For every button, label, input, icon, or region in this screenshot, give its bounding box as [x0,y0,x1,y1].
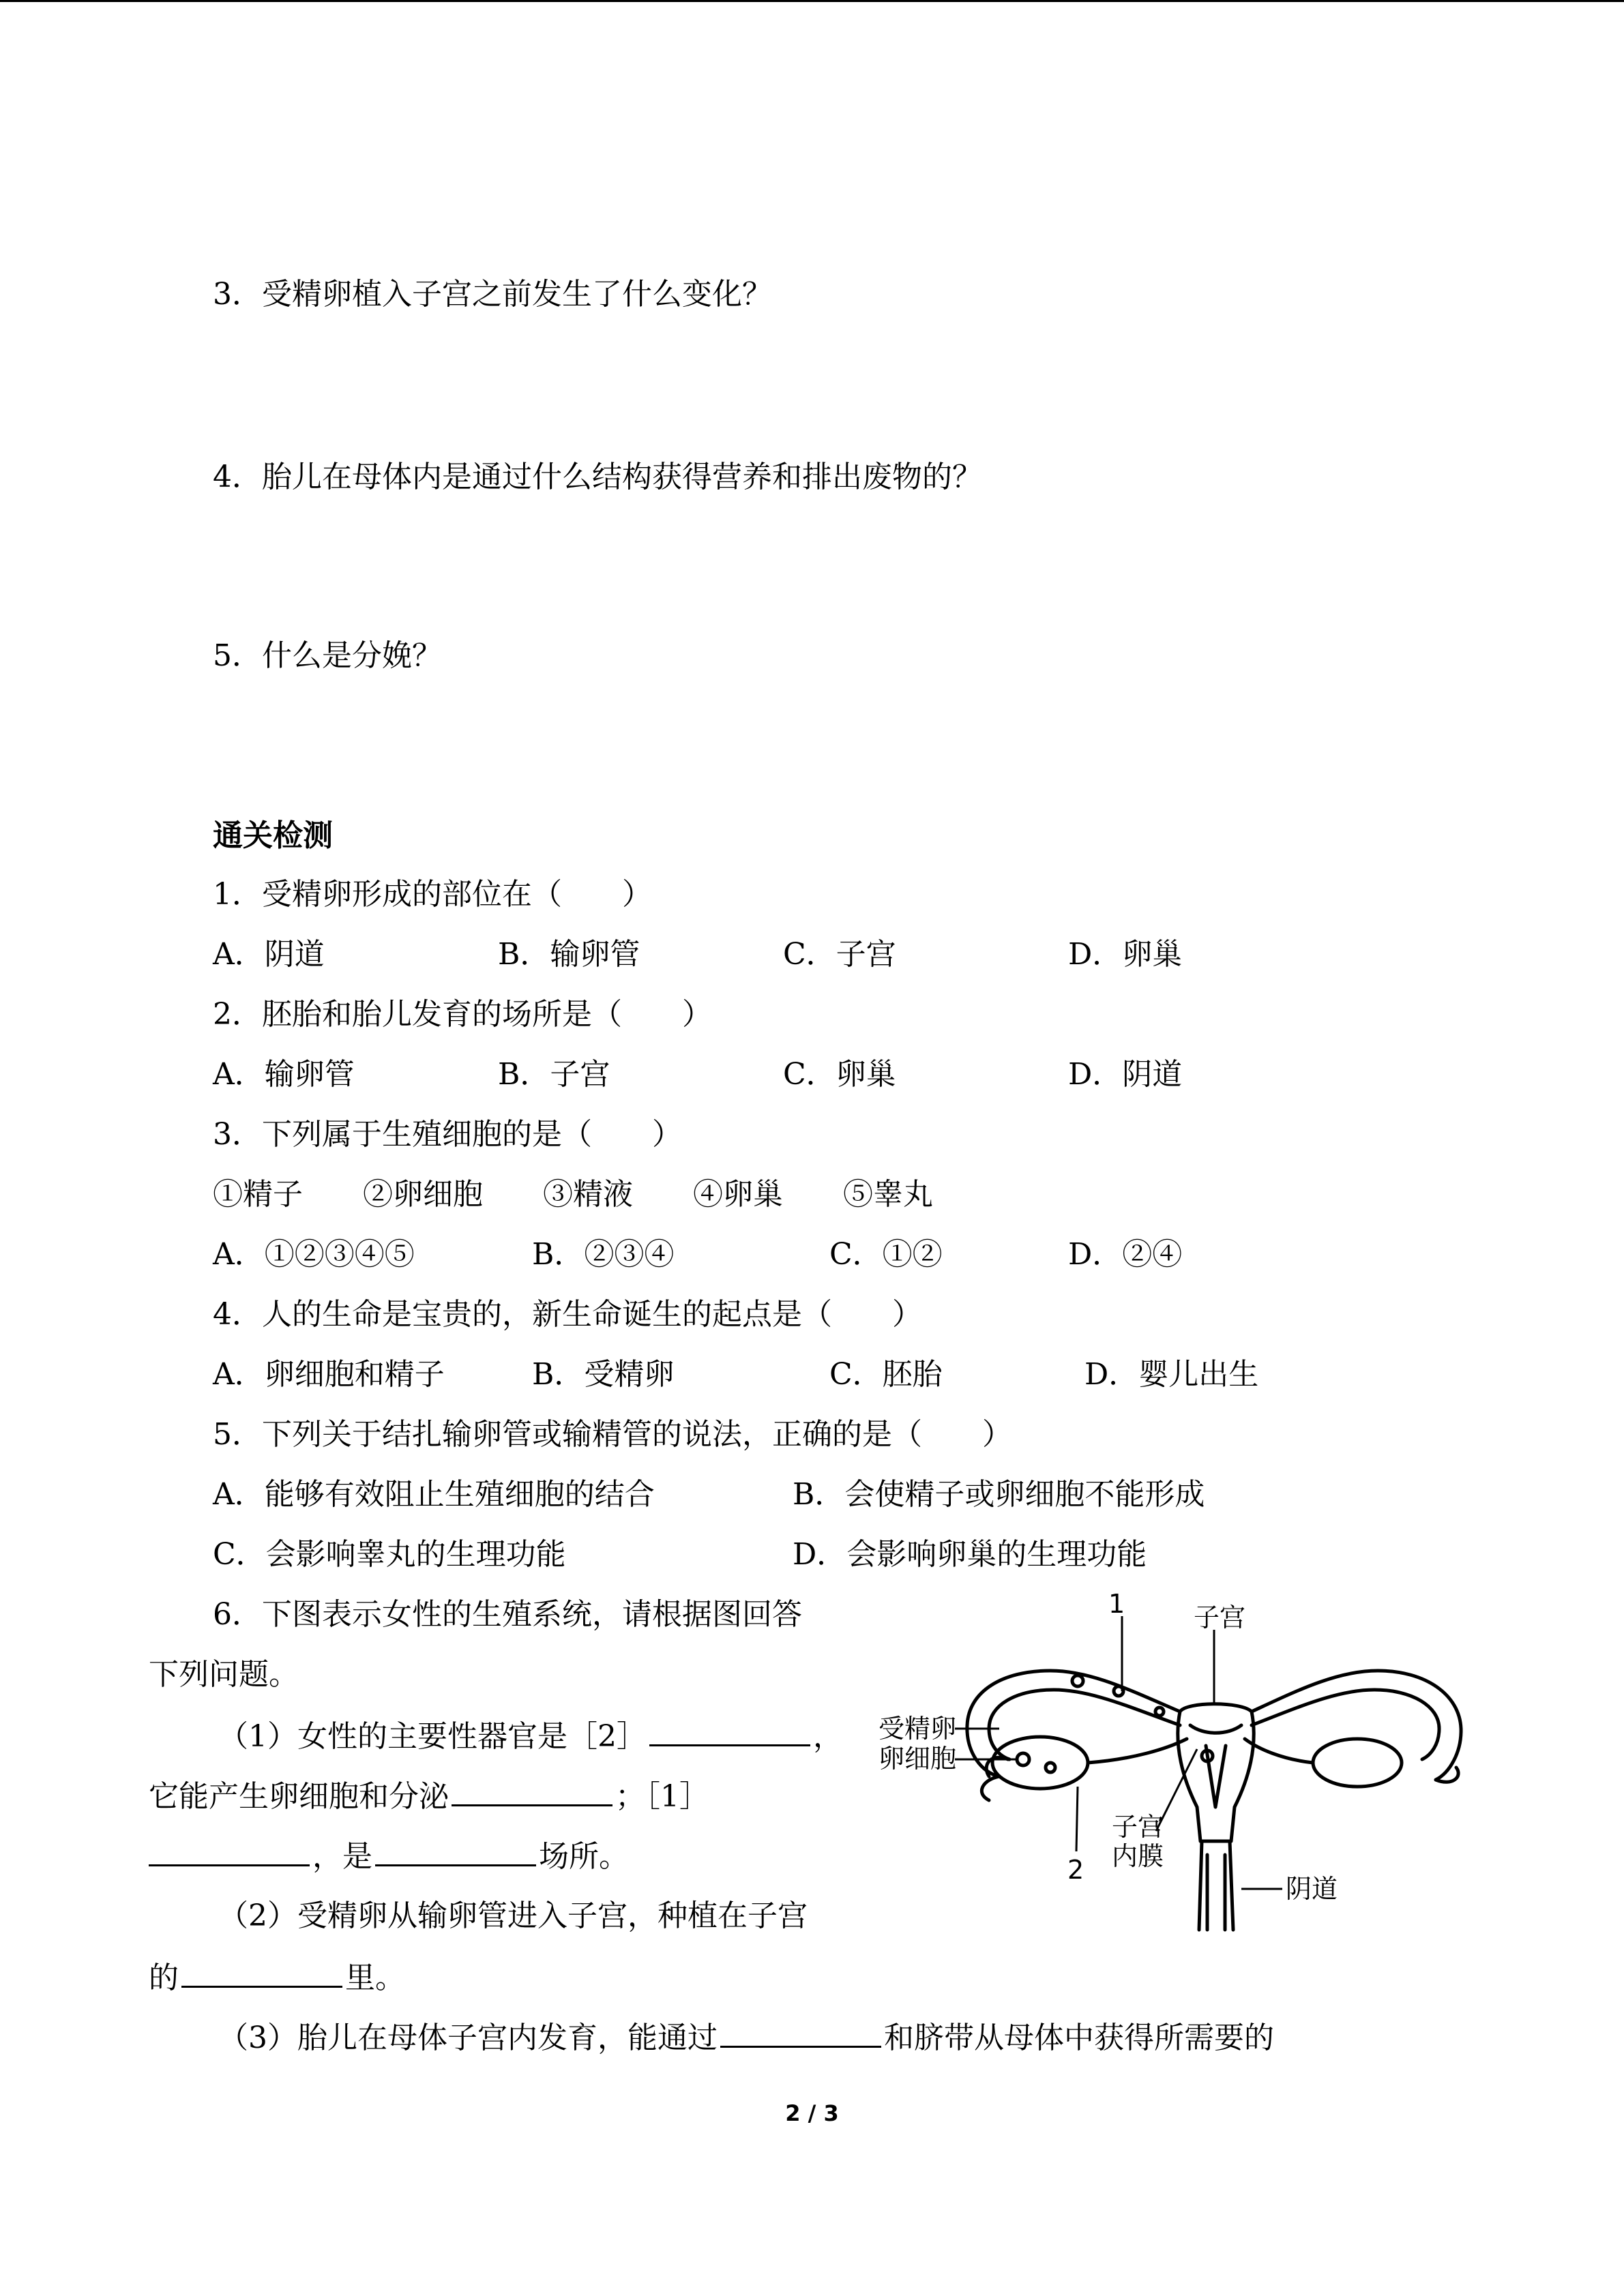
q6-part-3-text-b: 和脐带从母体中获得所需要的 [884,2021,1274,2055]
section-title: 通关检测 [213,818,333,853]
mcq-1-option-c: C．子宫 [783,937,896,972]
figure-label-zygote: 受精卵 [879,1714,957,1744]
q6-part-1-text-c: 它能产生卵细胞和分泌 [149,1779,449,1814]
mcq-5-stem: 5．下列关于结扎输卵管或输精管的说法，正确的是（ ） [213,1417,1012,1452]
q6-part-1-text-b: ， [813,1719,843,1754]
mcq-2-option-b: B．子宫 [498,1057,610,1092]
mcq-2-option-c: C．卵巢 [783,1057,896,1092]
figure-label-egg: 卵细胞 [879,1744,957,1774]
preview-question-5: 5．什么是分娩？ [213,638,442,673]
mcq-5-option-c: C．会影响睾丸的生理功能 [213,1537,566,1572]
figure-label-2: 2 [1067,1855,1084,1885]
mcq-1-stem: 1．受精卵形成的部位在（ ） [213,877,652,912]
mcq-4-option-b: B．受精卵 [532,1357,675,1392]
mcq-1-option-b: B．输卵管 [498,937,640,972]
preview-question-4: 4．胎儿在母体内是通过什么结构获得营养和排出废物的？ [213,460,982,494]
q6-part-1-line-2 [149,1774,709,1817]
q6-part-2-line-1: （2）受精卵从输卵管进入子宫，种植在子宫 [218,1898,808,1933]
figure-label-endometrium-1: 子宫 [1112,1812,1164,1842]
female-reproductive-system-figure [879,1589,1501,1930]
mcq-5-option-b: B．会使精子或卵细胞不能形成 [793,1477,1205,1512]
page-top-border [0,0,1624,2]
mcq-4-option-c: C．胚胎 [829,1357,943,1392]
q6-part-1-line-1 [218,1714,843,1757]
mcq-2-stem: 2．胚胎和胎儿发育的场所是（ ） [213,997,712,1032]
mcq-3-option-d: D．②④ [1068,1237,1183,1272]
answer-blank-structure-1[interactable] [149,1834,310,1866]
mcq-2-option-d: D．阴道 [1068,1057,1183,1092]
mcq-1-option-a: A．阴道 [213,937,325,972]
q6-line-1: 6．下图表示女性的生殖系统，请根据图回答 [213,1597,802,1632]
right-ovary [1313,1739,1402,1787]
mcq-4-stem: 4．人的生命是宝贵的，新生命诞生的起点是（ ） [213,1297,922,1332]
figure-label-uterus: 子宫 [1194,1602,1246,1632]
answer-blank-placenta[interactable] [720,2016,881,2048]
q6-part-3-line-1 [218,2016,1274,2059]
mcq-5-option-d: D．会影响卵巢的生理功能 [793,1537,1147,1572]
figure-label-endometrium-2: 内膜 [1112,1841,1164,1871]
left-ovary [992,1737,1088,1789]
right-fallopian-tube [1252,1671,1461,1780]
q6-part-1-text-f: 场所。 [539,1839,629,1874]
q6-part-1-text-d: ；［1］ [615,1779,709,1814]
figure-label-vagina: 阴道 [1286,1874,1338,1904]
page-number: 2 / 3 [785,2100,839,2126]
mcq-3-items: ①精子 ②卵细胞 ③精液 ④卵巢 ⑤睾丸 [213,1177,933,1212]
answer-blank-implant-site[interactable] [181,1956,342,1988]
q6-part-2-line-2 [149,1956,405,1999]
figure-label-1: 1 [1108,1589,1125,1619]
mcq-3-stem: 3．下列属于生殖细胞的是（ ） [213,1117,682,1152]
mcq-2-option-a: A．输卵管 [213,1057,355,1092]
mcq-4-option-d: D．婴儿出生 [1084,1357,1259,1392]
mcq-3-option-a: A．①②③④⑤ [213,1237,415,1272]
answer-blank-function[interactable] [375,1834,536,1866]
q6-part-3-text-a: （3）胎儿在母体子宫内发育，能通过 [218,2021,718,2055]
answer-blank-hormone[interactable] [452,1774,612,1806]
q6-part-1-line-3 [149,1834,629,1877]
mcq-1-option-d: D．卵巢 [1068,937,1183,972]
q6-part-1-text-e: ，是 [312,1839,372,1874]
mcq-5-option-a: A．能够有效阻止生殖细胞的结合 [213,1477,655,1512]
q6-part-2-text-b: 的 [149,1960,179,1995]
mcq-4-option-a: A．卵细胞和精子 [213,1357,445,1392]
preview-question-3: 3．受精卵植入子宫之前发生了什么变化？ [213,277,772,312]
vagina [1199,1841,1233,1930]
mcq-3-option-b: B．②③④ [532,1237,675,1272]
q6-line-2: 下列问题。 [149,1657,299,1692]
mcq-3-option-c: C．①② [829,1237,943,1272]
answer-blank-organ[interactable] [649,1714,810,1746]
q6-part-1-text-a: （1）女性的主要性器官是［2］ [218,1719,647,1754]
q6-part-2-text-c: 里。 [345,1960,405,1995]
